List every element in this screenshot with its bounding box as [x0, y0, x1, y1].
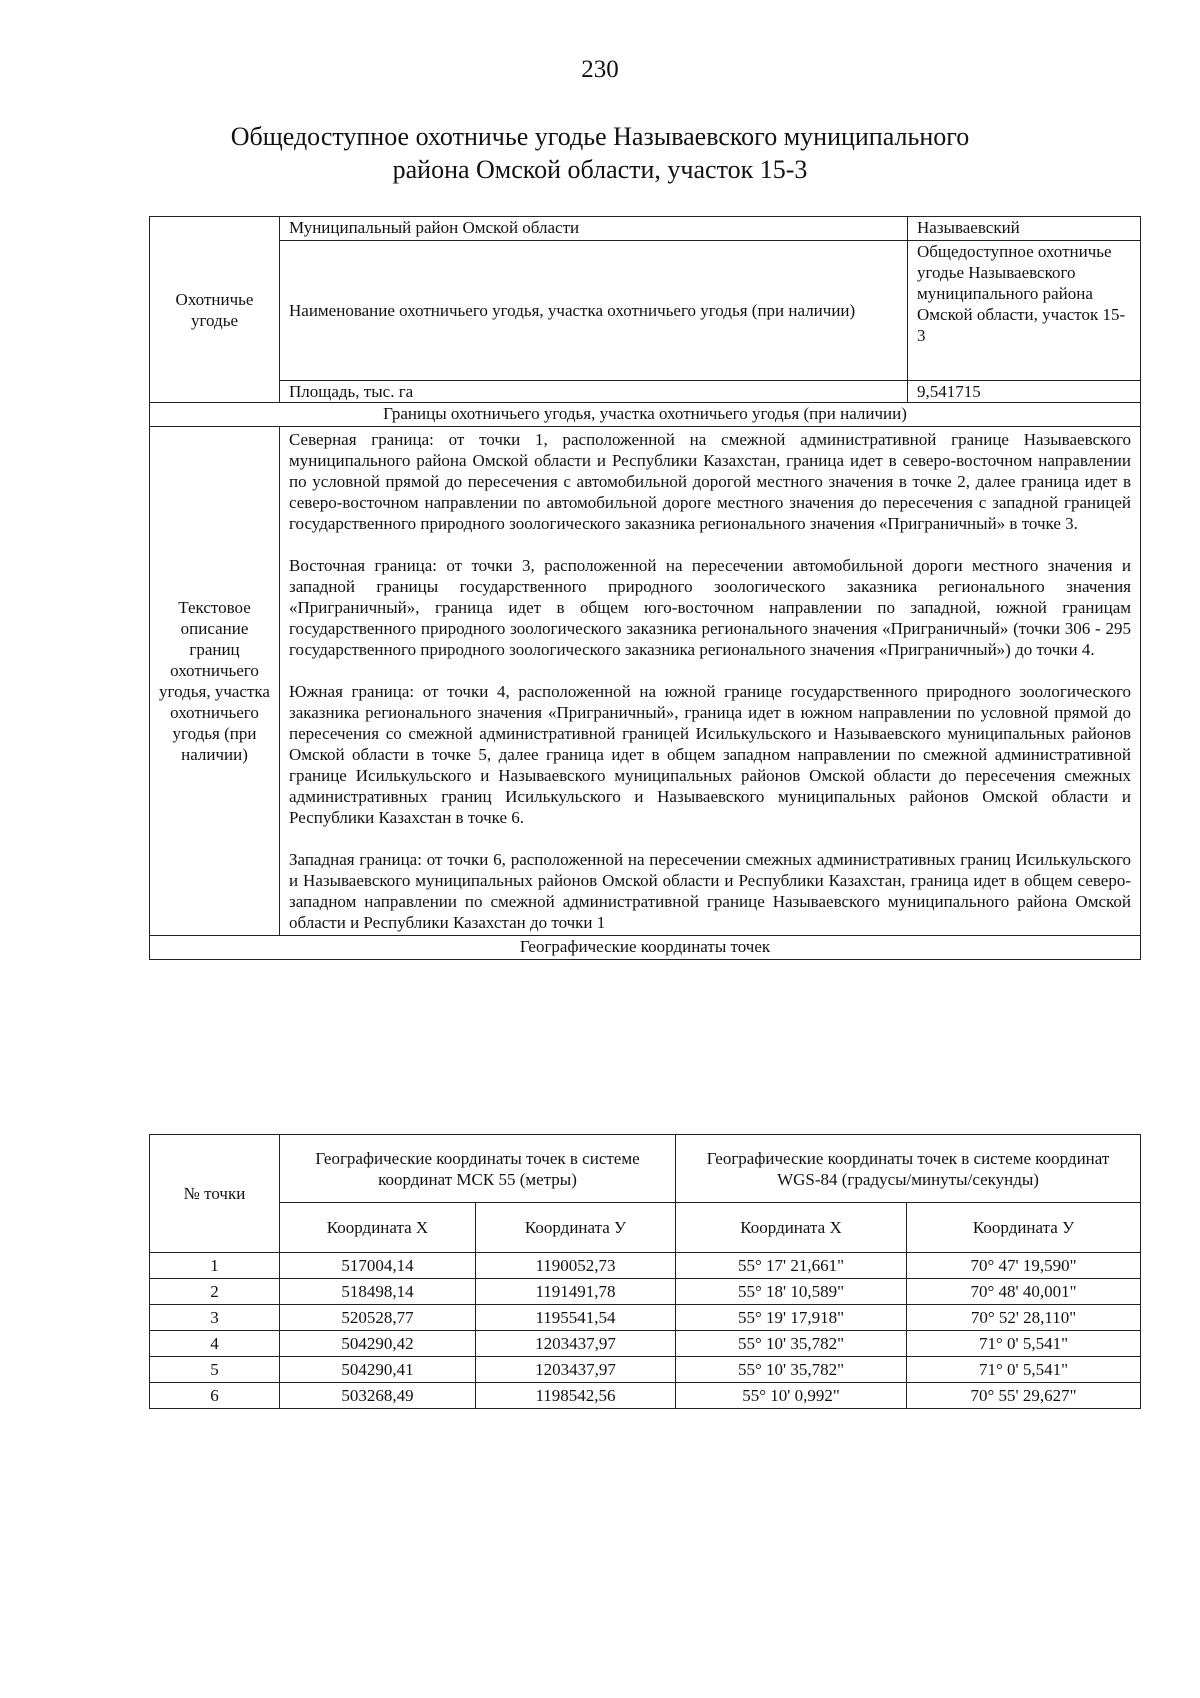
msk-header: Географические координаты точек в системе координат МСК 55 (метры)	[280, 1135, 676, 1203]
area-value: 9,541715	[908, 381, 1141, 403]
msk-y-value: 1198542,56	[476, 1383, 676, 1409]
msk-y-value: 1203437,97	[476, 1331, 676, 1357]
west-boundary-text: Западная граница: от точки 6, расположенной на пересечении смежных административных границ Исилькульского и Называевского муниципальных районов Омской области и Республики Казахстан, граница идет в общем северо-западном направлении по смежной административной границе Называевского муниципального района Омской области и Республики Казахстан до точки 1	[289, 850, 1131, 932]
wgs-x-value: 55° 10' 35,782"	[676, 1357, 907, 1383]
coordinates-table	[149, 1134, 1141, 1409]
point-number: 3	[150, 1305, 280, 1331]
point-number-header: № точки	[150, 1135, 280, 1253]
boundaries-text	[280, 427, 1141, 936]
msk-y-value: 1191491,78	[476, 1279, 676, 1305]
wgs-x-value: 55° 18' 10,589"	[676, 1279, 907, 1305]
point-number: 2	[150, 1279, 280, 1305]
boundaries-label: Текстовое описание границ охотничьего угодья, участка охотничьего угодья (при наличии)	[150, 427, 280, 936]
south-boundary-text: Южная граница: от точки 4, расположенной на южной границе государственного природного зоологического заказника регионального значения «Приграничный», граница идет в южном направлении по условной прямой до пересечения со смежной административной границей Исилькульского и Называевского муниципальных районов Омской области в точке 5, далее граница идет в общем западном направлении по смежной административной границе Исилькульского и Называевского муниципальных районов Омской области до пересечения смежных административных границ Исилькульского и Называевского муниципальных районов Омской области и Республики Казахстан в точке 6.	[289, 682, 1131, 827]
district-label: Муниципальный район Омской области	[280, 217, 908, 241]
section-label: Охотничье угодье	[150, 217, 280, 403]
district-value: Называевский	[908, 217, 1141, 241]
coordinates-header: Географические координаты точек	[150, 936, 1141, 960]
north-boundary-text: Северная граница: от точки 1, расположенной на смежной административной границе Называевского муниципального района Омской области и Республики Казахстан, граница идет в северо-восточном направлении по условной прямой до пересечения с автомобильной дорогой местного значения в точке 2, далее граница идет в северо-восточном направлении по автомобильной дороге местного значения до пересечения с западной границей государственного природного зоологического заказника регионального значения «Приграничный» в точке 3.	[289, 430, 1131, 533]
ground-name-label: Наименование охотничьего угодья, участка охотничьего угодья (при наличии)	[280, 241, 908, 381]
point-number: 6	[150, 1383, 280, 1409]
msk-y-value: 1195541,54	[476, 1305, 676, 1331]
table-row	[150, 1331, 1141, 1357]
msk-x-value: 520528,77	[280, 1305, 476, 1331]
point-number: 5	[150, 1357, 280, 1383]
point-number: 1	[150, 1253, 280, 1279]
wgs-header: Географические координаты точек в системе координат WGS-84 (градусы/минуты/секунды)	[676, 1135, 1141, 1203]
wgs-x-value: 55° 10' 35,782"	[676, 1331, 907, 1357]
msk-x-value: 504290,42	[280, 1331, 476, 1357]
point-number: 4	[150, 1331, 280, 1357]
wgs-x-value: 55° 10' 0,992"	[676, 1383, 907, 1409]
wgs-y-value: 70° 48' 40,001"	[907, 1279, 1141, 1305]
msk-y-value: 1203437,97	[476, 1357, 676, 1383]
document-title	[150, 120, 1050, 186]
wgs-y-header: Координата У	[907, 1203, 1141, 1253]
msk-y-value: 1190052,73	[476, 1253, 676, 1279]
east-boundary-text: Восточная граница: от точки 3, расположенной на пересечении автомобильной дороги местного значения и западной границы государственного природного зоологического заказника регионального значения «Приграничный», граница идет в общем юго-восточном направлении по западной, южной границам государственного природного зоологического заказника регионального значения «Приграничный» (точки 306 - 295 государственного природного зоологического заказника регионального значения «Приграничный») до точки 4.	[289, 556, 1131, 659]
msk-x-value: 517004,14	[280, 1253, 476, 1279]
wgs-x-value: 55° 19' 17,918"	[676, 1305, 907, 1331]
table-row	[150, 1279, 1141, 1305]
wgs-x-value: 55° 17' 21,661"	[676, 1253, 907, 1279]
wgs-y-value: 71° 0' 5,541"	[907, 1331, 1141, 1357]
boundaries-header: Границы охотничьего угодья, участка охотничьего угодья (при наличии)	[150, 403, 1141, 427]
wgs-y-value: 70° 47' 19,590"	[907, 1253, 1141, 1279]
msk-x-value: 503268,49	[280, 1383, 476, 1409]
table-row	[150, 1357, 1141, 1383]
wgs-y-value: 70° 55' 29,627"	[907, 1383, 1141, 1409]
ground-name-value: Общедоступное охотничье угодье Называевского муниципального района Омской области, участок 15-3	[908, 241, 1141, 381]
table-row	[150, 1383, 1141, 1409]
wgs-y-value: 71° 0' 5,541"	[907, 1357, 1141, 1383]
hunting-ground-table	[149, 216, 1141, 960]
page-number: 230	[581, 56, 619, 83]
wgs-x-header: Координата Х	[676, 1203, 907, 1253]
document-title-line2: района Омской области, участок 15-3	[392, 155, 808, 184]
msk-x-value: 504290,41	[280, 1357, 476, 1383]
table-row	[150, 1305, 1141, 1331]
wgs-y-value: 70° 52' 28,110"	[907, 1305, 1141, 1331]
msk-x-value: 518498,14	[280, 1279, 476, 1305]
msk-y-header: Координата У	[476, 1203, 676, 1253]
table-row	[150, 1253, 1141, 1279]
msk-x-header: Координата Х	[280, 1203, 476, 1253]
document-title-line1: Общедоступное охотничье угодье Называевского муниципального	[230, 122, 970, 151]
area-label: Площадь, тыс. га	[280, 381, 908, 403]
